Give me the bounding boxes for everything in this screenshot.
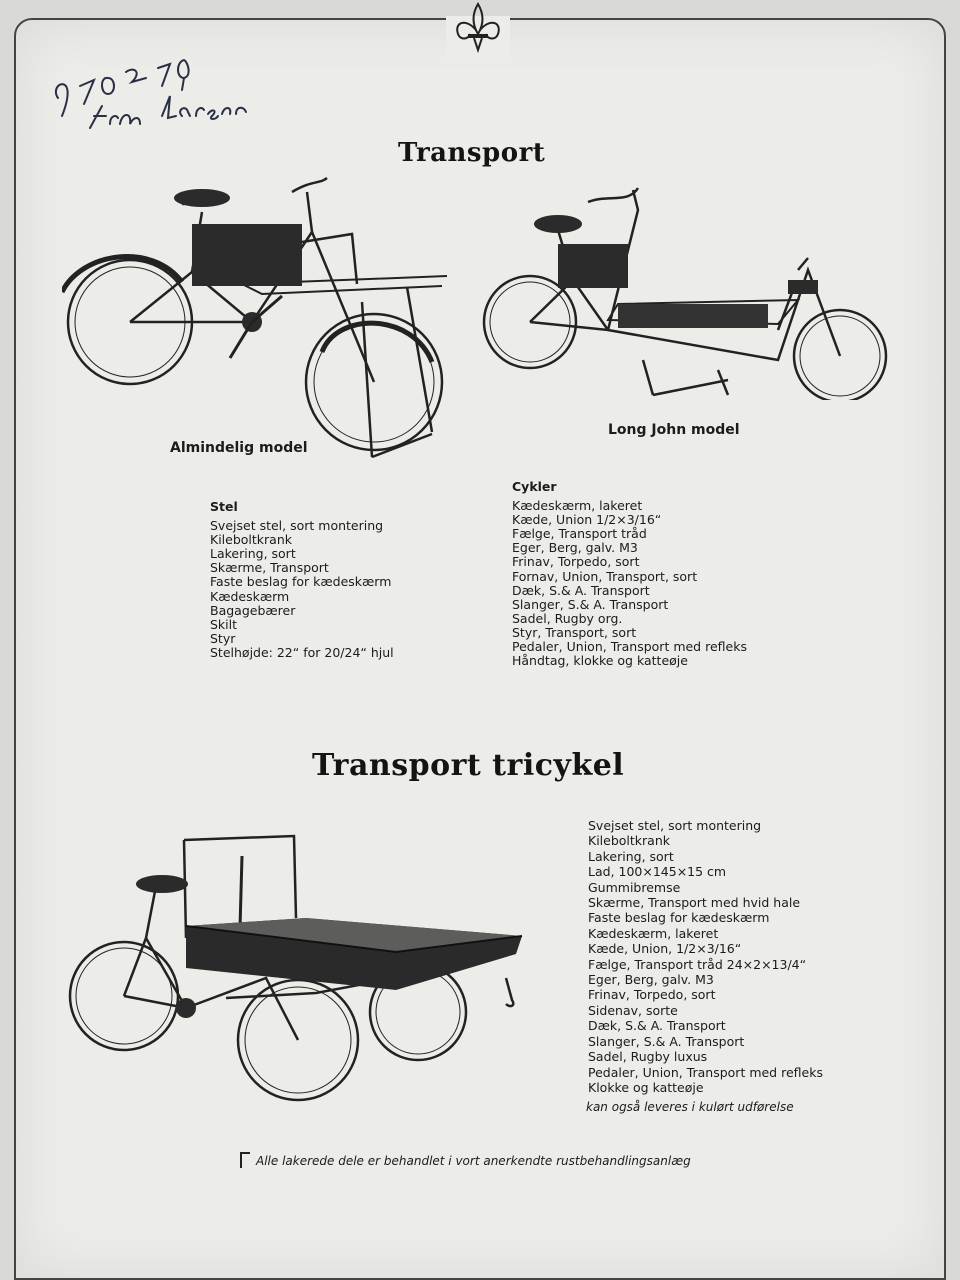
spec-list-cykler xyxy=(512,480,747,668)
spec-item: Lad, 100×145×15 cm xyxy=(588,864,727,880)
long-john-model-bicycle-image xyxy=(478,180,898,400)
spec-item: Frinav, Torpedo, sort xyxy=(512,554,640,570)
spec-item: Sadel, Rugby org. xyxy=(512,610,623,626)
spec-item: Fornav, Union, Transport, sort xyxy=(512,568,698,584)
spec-item: Dæk, S.& A. Transport xyxy=(512,582,650,598)
spec-item: Slanger, S.& A. Transport xyxy=(512,596,669,612)
spec-item: Sidenav, sorte xyxy=(588,1002,678,1018)
fleur-de-lis-emblem xyxy=(446,0,510,62)
spec-item: Styr, Transport, sort xyxy=(512,624,637,640)
spec-item: Dæk, S.& A. Transport xyxy=(588,1018,726,1034)
color-option-note: kan også leveres i kulørt udførelse xyxy=(586,1100,794,1114)
spec-item: Bagagebærer xyxy=(210,602,296,618)
spec-item: Fælge, Transport tråd 24×2×13/4“ xyxy=(588,956,807,972)
section-title-transport: Transport xyxy=(398,138,546,168)
spec-heading-cykler: Cykler xyxy=(512,479,557,494)
transport-tricykel-image xyxy=(66,828,536,1112)
spec-item: Eger, Berg, galv. M3 xyxy=(588,972,714,988)
spec-item: Frinav, Torpedo, sort xyxy=(588,987,716,1003)
spec-item: Faste beslag for kædeskærm xyxy=(210,574,392,590)
spec-item: Kæde, Union, 1/2×3/16“ xyxy=(588,941,742,957)
spec-item: Skærme, Transport xyxy=(210,560,329,576)
spec-item: Lakering, sort xyxy=(210,546,296,562)
spec-item: Slanger, S.& A. Transport xyxy=(588,1033,745,1049)
spec-item: Kædeskærm, lakeret xyxy=(512,498,643,514)
spec-item: Svejset stel, sort montering xyxy=(588,818,762,833)
spec-item: Kileboltkrank xyxy=(210,532,292,548)
handwritten-note xyxy=(50,20,290,134)
spec-item: Faste beslag for kædeskærm xyxy=(588,910,770,926)
spec-item: Stelhøjde: 22“ for 20/24“ hjul xyxy=(210,644,394,660)
almindelig-model-bicycle-image xyxy=(62,172,452,468)
spec-item: Skilt xyxy=(210,616,238,632)
spec-item: Kædeskærm, lakeret xyxy=(588,925,719,941)
spec-item: Fælge, Transport tråd xyxy=(512,526,647,542)
spec-list-tricykel xyxy=(588,818,823,1095)
spec-item: Svejset stel, sort montering xyxy=(210,518,384,534)
spec-heading-stel: Stel xyxy=(210,499,238,514)
section-title-transport-tricykel: Transport tricykel xyxy=(312,748,625,783)
spec-item: Sadel, Rugby luxus xyxy=(588,1049,708,1065)
spec-item: Gummibremse xyxy=(588,879,681,895)
spec-item: Styr xyxy=(210,630,236,646)
handwritten-signature xyxy=(50,20,290,130)
corner-mark-icon xyxy=(240,1152,250,1168)
footer-note xyxy=(240,1152,691,1168)
spec-item: Håndtag, klokke og katteøje xyxy=(512,653,688,669)
spec-item: Klokke og katteøje xyxy=(588,1079,704,1095)
spec-item: Kædeskærm xyxy=(210,588,290,604)
spec-item: Eger, Berg, galv. M3 xyxy=(512,540,638,556)
spec-list-stel xyxy=(210,500,394,660)
spec-item: Pedaler, Union, Transport med refleks xyxy=(588,1064,823,1080)
spec-item: Kileboltkrank xyxy=(588,833,670,849)
caption-long-john-model: Long John model xyxy=(608,422,740,438)
spec-item: Lakering, sort xyxy=(588,848,674,864)
spec-item: Pedaler, Union, Transport med refleks xyxy=(512,639,747,655)
footer-text: Alle lakerede dele er behandlet i vort anerkendte rustbehandlingsanlæg xyxy=(256,1154,691,1168)
caption-almindelig-model: Almindelig model xyxy=(170,440,308,456)
spec-item: Kæde, Union 1/2×3/16“ xyxy=(512,512,662,528)
spec-item: Skærme, Transport med hvid hale xyxy=(588,895,801,911)
